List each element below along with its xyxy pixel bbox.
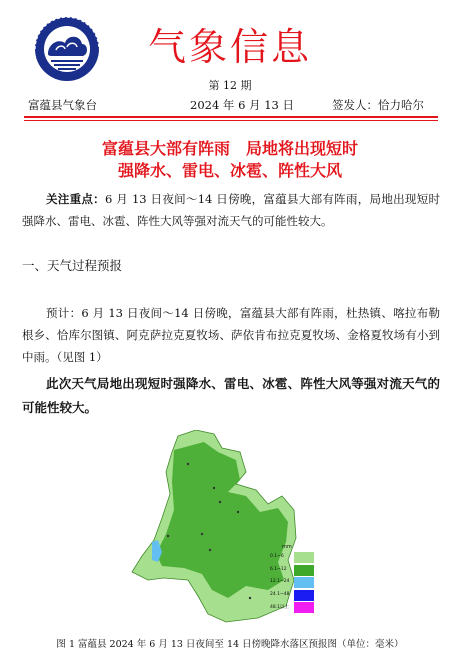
figure-caption: 图 1 富蕴县 2024 年 6 月 13 日夜间至 14 日傍晚降水落区预报图（单位：毫米） <box>56 639 404 650</box>
headline-line1: 富蕴县大部有阵雨 局地将出现短时 <box>101 139 358 158</box>
focus-text: 6 月 13 日夜间～14 日傍晚，富蕴县大部有阵雨，局地出现短时强降水、雷电、冰雹、阵性大风等强对流天气的可能性较大。 <box>22 192 440 228</box>
legend-label: 0.1~6 <box>270 554 284 559</box>
legend-item <box>270 565 326 576</box>
header-divider-thin <box>24 120 438 121</box>
warning-paragraph: 此次天气局地出现短时强降水、雷电、冰雹、阵性大风等强对流天气的可能性较大。 <box>22 376 440 415</box>
section-heading: 一、天气过程预报 <box>22 258 123 273</box>
legend-item <box>270 602 326 613</box>
map-legend <box>270 544 326 615</box>
headline-line2: 强降水、雷电、冰雹、阵性大风 <box>117 161 342 180</box>
masthead-title: 气象信息 <box>148 25 313 69</box>
legend-swatch <box>294 577 314 588</box>
forecast-paragraph: 预计：6 月 13 日夜间～14 日傍晚，富蕴县大部有阵雨，杜热镇、喀拉布勒根乡、恰库尔图镇、阿克萨拉克夏牧场、萨依肯布拉克夏牧场、金格夏牧场有小到中雨。（见图 1） <box>22 306 440 364</box>
legend-label: 6.1~12 <box>270 566 287 572</box>
legend-item <box>270 552 326 563</box>
issue-number: 第 12 期 <box>208 79 252 92</box>
legend-swatch <box>294 590 314 601</box>
header-divider <box>24 116 438 118</box>
focus-label: 关注重点： <box>46 192 105 206</box>
legend-swatch <box>294 565 314 576</box>
legend-label: 48.1以上 <box>270 605 290 610</box>
agency-name: 富蕴县气象台 <box>28 98 97 112</box>
legend-swatch <box>294 552 314 563</box>
meteorological-logo-icon <box>34 16 100 82</box>
legend-label: 12.1~24 <box>270 579 290 584</box>
legend-swatch <box>294 602 314 613</box>
legend-unit: mm <box>282 544 292 550</box>
issue-date: 2024 年 6 月 13 日 <box>190 98 294 112</box>
legend-label: 24.1~48 <box>270 591 290 597</box>
legend-item <box>270 577 326 588</box>
legend-item <box>270 590 326 601</box>
signer: 签发人：恰力哈尔 <box>332 98 424 112</box>
focus-paragraph <box>22 188 440 232</box>
